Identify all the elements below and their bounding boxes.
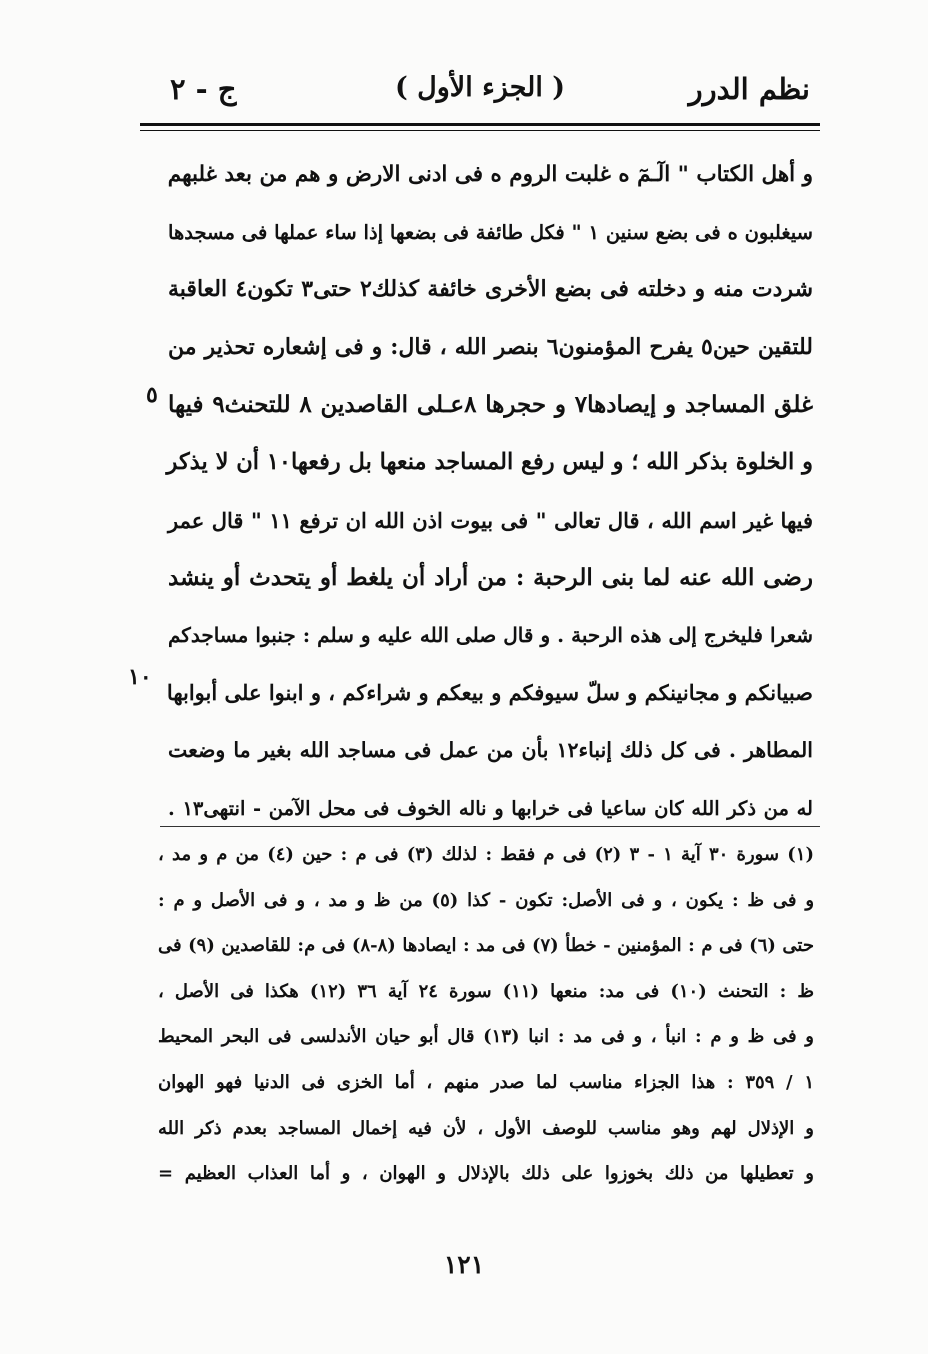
line-number-10: ١٠ — [128, 664, 152, 690]
footnote-line: و تعطيلها من ذلك بخوزوا على ذلك بالإذلال و الهوان ، و أما العذاب العظيم = — [158, 1163, 814, 1185]
footnotes-block — [158, 832, 814, 1197]
running-header — [150, 72, 810, 116]
volume-label: ج - ٢ — [170, 72, 237, 106]
text-line: و أهل الكتاب " الٓـمٓ ه غلبت الروم ه فى ادنى الارض و هم من بعد غلبهم — [167, 162, 813, 187]
text-line: غلق المساجد و إيصادها٧ و حجرها ٨عـلى القاصدين ٨ للتحنث٩ فيها — [168, 391, 813, 419]
footnote-separator — [160, 826, 820, 827]
footnote-line: ظ : التحنث (١٠) فى مد: منعها (١١) سورة ٢٤ آية ٣٦ (١٢) هكذا فى الأصل ، — [158, 980, 814, 1002]
text-line: صبيانكم و مجانينكم و سلّ سيوفكم و بيعكم و شراءكم ، و ابنوا على أبوابها — [166, 680, 813, 706]
text-line: للتقين حين٥ يفرح المؤمنون٦ بنصر الله ، قال: و فى إشعاره تحذير من — [168, 333, 813, 360]
footnote-line: ١ / ٣٥٩ : هذا الجزاء مناسب لما صدر منهم ، أما الخزى فى الدنيا فهو الهوان — [158, 1071, 814, 1093]
page-number: ١٢١ — [443, 1250, 485, 1279]
text-line: رضى الله عنه لما بنى الرحبة : من أراد أن يلغط أو يتحدث أو ينشد — [168, 564, 813, 592]
main-text-block — [168, 146, 813, 837]
header-rule-thin — [140, 130, 820, 131]
footnote-line: (١) سورة ٣٠ آية ١ - ٣ (٢) فى م فقط : لذلك (٣) فى م : حين (٤) من م و مد ، — [158, 844, 814, 865]
text-line: له من ذكر الله كان ساعيا فى خرابها و ناله الخوف فى محل الآمن - انتهى١٣ . — [168, 796, 814, 820]
header-rule-thick — [140, 123, 820, 126]
text-line: و الخلوة بذكر الله ؛ و ليس رفع المساجد منعها بل رفعها١٠ أن لا يذكر — [166, 448, 813, 475]
part-label: ( الجزء الأول ) — [394, 72, 566, 103]
text-line: فيها غير اسم الله ، قال تعالى " فى بيوت اذن الله ان ترفع ١١ " قال عمر — [168, 507, 813, 533]
text-line: المطاهر . فى كل ذلك إنباء١٢ بأن من عمل فى مساجد الله بغير ما وضعت — [168, 737, 813, 762]
text-line: شردت منه و دخلته فى بضع الأخرى خائفة كذلك٢ حتى٣ تكون٤ العاقبة — [168, 276, 814, 303]
footnote-line: و الإذلال لهم وهو مناسب للوصف الأول ، لأن فيه إخمال المساجد بعدم ذكر الله — [158, 1117, 814, 1139]
footnote-line: و فى ظ و م : انبأ ، و فى مد : انبا (١٣) قال أبو حيان الأندلسى فى البحر المحيط — [158, 1026, 815, 1048]
book-title: نظم الدرر — [688, 72, 810, 106]
text-line: شعرا فليخرج إلى هذه الرحبة . و قال صلى الله عليه و سلم : جنبوا مساجدكم — [168, 622, 813, 647]
footnote-line: حتى (٦) فى م : المؤمنين - خطأ (٧) فى مد : ايصادها (٨-٨) فى م: للقاصدين (٩) فى — [158, 935, 814, 957]
footnote-line: و فى ظ : يكون ، و فى الأصل: تكون - كذا (٥) من ظ و مد ، و فى الأصل و م : — [158, 889, 815, 911]
text-line: سيغلبون ه فى بضع سنين ١ " فكل طائفة فى بضعها إذا ساء عملها فى مسجدها — [168, 220, 813, 244]
line-number-5: ٥ — [146, 382, 158, 408]
